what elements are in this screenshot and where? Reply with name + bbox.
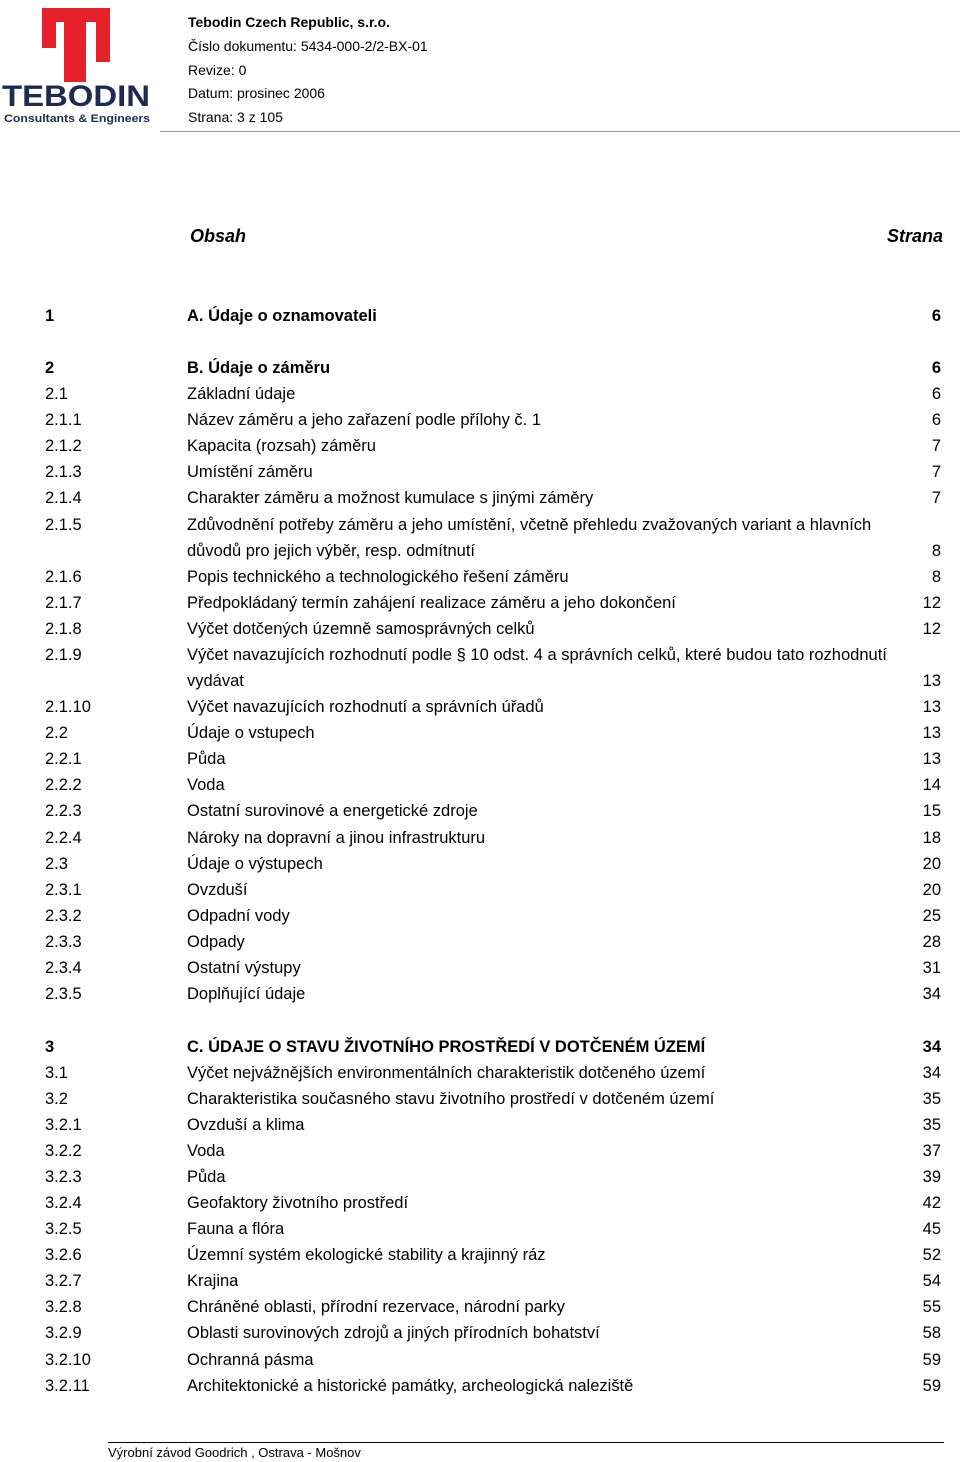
logo-mark-icon: [42, 8, 110, 82]
revision: Revize: 0: [188, 61, 247, 78]
toc-entry-page: 34: [922, 1038, 941, 1056]
toc-entry-page: 45: [922, 1220, 941, 1238]
toc-entry-number: 2.2: [45, 724, 68, 742]
toc-entry-page: 34: [922, 985, 941, 1003]
toc-entry-page: 18: [922, 829, 941, 847]
toc-entry-number: 1: [45, 307, 55, 325]
logo-text: TEBODIN: [2, 80, 150, 113]
toc-entry-title: Voda: [187, 1142, 225, 1160]
document-number: Číslo dokumentu: 5434-000-2/2-BX-01: [188, 37, 428, 54]
toc-entry-title: Údaje o výstupech: [187, 855, 323, 873]
toc-entry-number: 2.1.7: [45, 594, 82, 612]
toc-entry-page: 20: [922, 855, 941, 873]
toc-entry-title: Ostatní výstupy: [187, 959, 301, 977]
toc-entry-number: 2.1.6: [45, 568, 82, 586]
toc-entry-number: 2.1.9: [45, 646, 82, 664]
toc-entry-title: Geofaktory životního prostředí: [187, 1194, 409, 1212]
toc-entry-title: Půda: [187, 1168, 226, 1186]
toc-entry-number: 2.3.4: [45, 959, 82, 977]
document-date: Datum: prosinec 2006: [188, 85, 325, 102]
toc-entry-title: Voda: [187, 776, 225, 794]
toc-entry-title: Odpadní vody: [187, 907, 290, 925]
toc-entry-title: Chráněné oblasti, přírodní rezervace, národní parky: [187, 1298, 565, 1316]
toc-entry-number: 2.2.4: [45, 829, 82, 847]
toc-entry-number: 2.1.4: [45, 489, 82, 507]
toc-entry-title: Ovzduší a klima: [187, 1116, 305, 1134]
toc-entry-page: 28: [922, 933, 941, 951]
toc-entry-number: 2.1.5: [45, 516, 82, 534]
toc-entry-page: 7: [931, 437, 941, 455]
toc-entry-page: 55: [922, 1298, 941, 1316]
toc-entry-page: 37: [922, 1142, 941, 1160]
footer-divider: [108, 1442, 944, 1443]
toc-entry-page: 13: [922, 750, 941, 768]
toc-entry-title: Údaje o vstupech: [187, 724, 315, 742]
toc-entry-number: 2.3.1: [45, 881, 82, 899]
toc-entry-title: Charakteristika současného stavu životního prostředí v dotčeném území: [187, 1090, 715, 1108]
toc-entry-title: Oblasti surovinových zdrojů a jiných přírodních bohatství: [187, 1324, 600, 1342]
toc-entry-title: Půda: [187, 750, 226, 768]
toc-entry-page: 20: [922, 881, 941, 899]
document-header-info: [188, 11, 428, 130]
toc-entry-title: A. Údaje o oznamovateli: [187, 307, 377, 325]
toc-entry-page: 15: [922, 802, 941, 820]
toc-entry-page: 35: [922, 1090, 941, 1108]
toc-entry-page: 12: [922, 594, 941, 612]
toc-entry-page: 39: [922, 1168, 941, 1186]
toc-entry-page: 13: [922, 724, 941, 742]
footer-text: Výrobní závod Goodrich , Ostrava - Mošnov: [108, 1445, 361, 1460]
toc-entry-page: 7: [931, 463, 941, 481]
toc-entry-number: 2.2.1: [45, 750, 82, 768]
toc-entry-number: 2.3.5: [45, 985, 82, 1003]
toc-entry-number: 2.3.3: [45, 933, 82, 951]
toc-entry-number: 2.2.3: [45, 802, 82, 820]
toc-entry-number: 2.1: [45, 385, 68, 403]
toc-entry-title: Název záměru a jeho zařazení podle přílohy č. 1: [187, 411, 542, 429]
toc-entry-title: vydávat: [187, 672, 244, 690]
toc-entry-number: 2.1.1: [45, 411, 82, 429]
toc-entry-page: 13: [922, 672, 941, 690]
toc-entry-page: 52: [922, 1246, 941, 1264]
company-name: Tebodin Czech Republic, s.r.o.: [188, 14, 390, 30]
toc-entry-number: 2.1.2: [45, 437, 82, 455]
toc-entry-number: 3.1: [45, 1064, 68, 1082]
toc-entry-number: 3.2.5: [45, 1220, 82, 1238]
toc-entry-page: 59: [922, 1377, 941, 1395]
logo-subtext: Consultants & Engineers: [4, 113, 150, 125]
toc-entry-page: 25: [922, 907, 941, 925]
toc-entry-title: Kapacita (rozsah) záměru: [187, 437, 376, 455]
toc-entry-title: Územní systém ekologické stability a krajinný ráz: [187, 1246, 546, 1264]
toc-entry-number: 3.2: [45, 1090, 68, 1108]
page-number: Strana: 3 z 105: [188, 109, 283, 126]
toc-entry-number: 3.2.7: [45, 1272, 82, 1290]
toc-entry-number: 3.2.4: [45, 1194, 82, 1212]
toc-entry-title: důvodů pro jejich výběr, resp. odmítnutí: [187, 542, 475, 560]
toc-entry-title: B. Údaje o záměru: [187, 359, 331, 377]
toc-entry-number: 3.2.2: [45, 1142, 82, 1160]
toc-entry-page: 8: [931, 542, 941, 560]
toc-entry-title: C. ÚDAJE O STAVU ŽIVOTNÍHO PROSTŘEDÍ V DOTČENÉM ÚZEMÍ: [187, 1038, 706, 1056]
toc-entry-page: 59: [922, 1351, 941, 1369]
toc-entry-page: 42: [922, 1194, 941, 1212]
toc-entry-title: Ovzduší: [187, 881, 248, 899]
toc-entry-title: Odpady: [187, 933, 245, 951]
toc-entry-page: 13: [922, 698, 941, 716]
toc-entry-number: 3.2.3: [45, 1168, 82, 1186]
toc-entry-title: Zdůvodnění potřeby záměru a jeho umístění, včetně přehledu zvažovaných variant a hlavních: [187, 516, 872, 534]
toc-entry-title: Fauna a flóra: [187, 1220, 285, 1238]
toc-entry-page: 12: [922, 620, 941, 638]
toc-entry-page: 58: [922, 1324, 941, 1342]
toc-entry-title: Předpokládaný termín zahájení realizace záměru a jeho dokončení: [187, 594, 676, 612]
toc-entry-number: 2.1.8: [45, 620, 82, 638]
toc-entry-number: 3.2.9: [45, 1324, 82, 1342]
toc-entry-page: 34: [922, 1064, 941, 1082]
toc-entry-number: 2.1.10: [45, 698, 91, 716]
toc-entry-title: Výčet dotčených územně samosprávných celků: [187, 620, 535, 638]
toc-entry-number: 2.2.2: [45, 776, 82, 794]
toc-entry-number: 2.1.3: [45, 463, 82, 481]
toc-entry-page: 6: [931, 307, 941, 325]
toc-entry-page: 54: [922, 1272, 941, 1290]
toc-entry-page: 7: [931, 489, 941, 507]
toc-entry-number: 2: [45, 359, 55, 377]
toc-entry-page: 31: [922, 959, 941, 977]
toc-entry-title: Popis technického a technologického řešení záměru: [187, 568, 569, 586]
toc-entry-title: Výčet navazujících rozhodnutí podle § 10 odst. 4 a správních celků, které budou tato rozhodnutí: [187, 646, 887, 664]
toc-entry-page: 6: [931, 411, 941, 429]
toc-entry-title: Nároky na dopravní a jinou infrastrukturu: [187, 829, 486, 847]
toc-entry-title: Ostatní surovinové a energetické zdroje: [187, 802, 478, 820]
toc-entry-page: 35: [922, 1116, 941, 1134]
toc-entry-number: 3.2.8: [45, 1298, 82, 1316]
toc-entry-page: 6: [931, 359, 941, 377]
toc-entry-page: 8: [931, 568, 941, 586]
toc-entry-number: 3.2.6: [45, 1246, 82, 1264]
toc-entry-number: 2.3.2: [45, 907, 82, 925]
toc-entry-title: Základní údaje: [187, 385, 296, 403]
toc-entry-title: Výčet nejvážnějších environmentálních charakteristik dotčeného území: [187, 1064, 706, 1082]
toc-entry-title: Výčet navazujících rozhodnutí a správních úřadů: [187, 698, 544, 716]
toc-entry-number: 2.3: [45, 855, 68, 873]
toc-page-heading: Strana: [886, 226, 943, 246]
tebodin-logo: [0, 0, 160, 128]
toc-heading: Obsah: [190, 226, 247, 246]
toc-entry-number: 3.2.11: [45, 1377, 90, 1395]
toc-entry-title: Ochranná pásma: [187, 1351, 314, 1369]
toc-entry-number: 3.2.10: [45, 1351, 91, 1369]
toc-entry-page: 6: [931, 385, 941, 403]
header-divider: [160, 131, 960, 132]
toc-entry-title: Krajina: [187, 1272, 239, 1290]
toc-entry-page: 14: [922, 776, 941, 794]
toc-entry-title: Architektonické a historické památky, archeologická naleziště: [187, 1377, 634, 1395]
toc-entry-number: 3: [45, 1038, 55, 1056]
toc-entry-title: Doplňující údaje: [187, 985, 306, 1003]
toc-entry-number: 3.2.1: [45, 1116, 82, 1134]
toc-entry-title: Umístění záměru: [187, 463, 313, 481]
toc-entry-title: Charakter záměru a možnost kumulace s jinými záměry: [187, 489, 594, 507]
